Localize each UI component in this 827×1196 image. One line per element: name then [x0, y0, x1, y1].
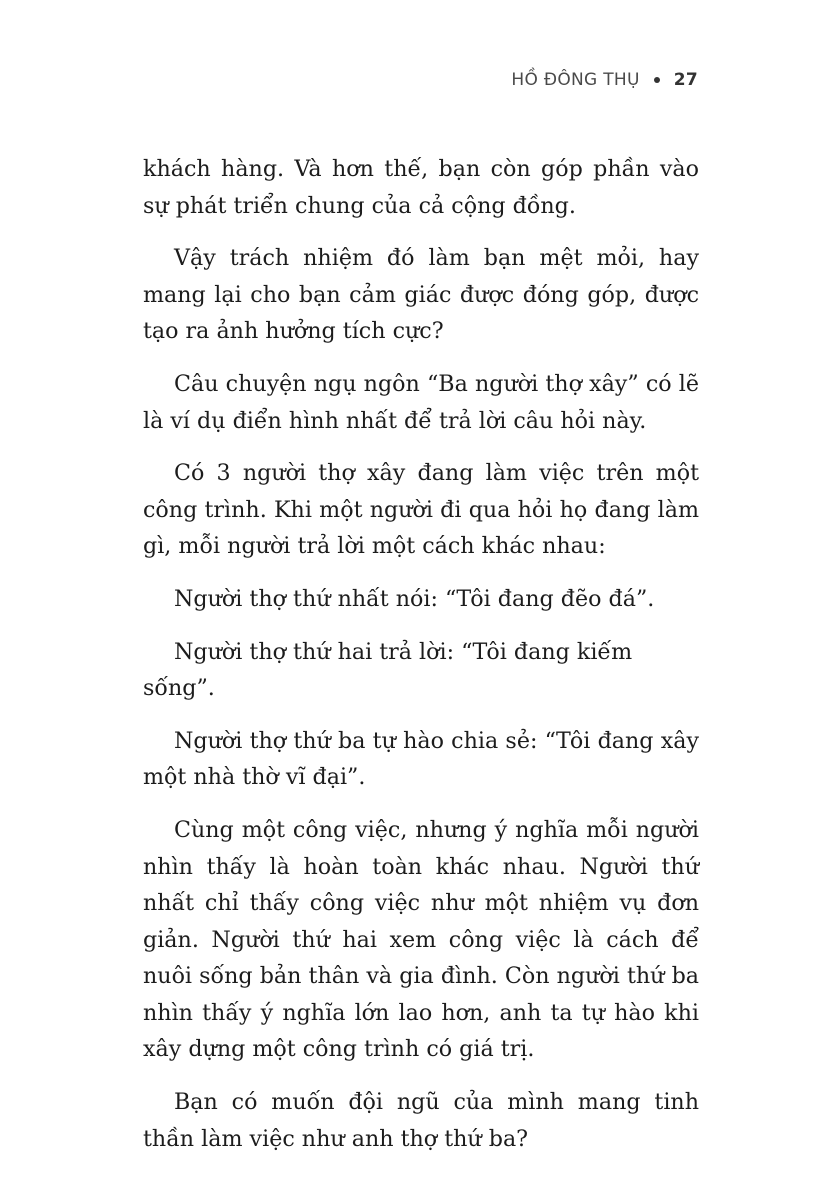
- paragraph: Người thợ thứ ba tự hào chia sẻ: “Tôi đang xây một nhà thờ vĩ đại”.: [143, 727, 699, 791]
- bullet-separator: [654, 77, 660, 83]
- paragraph: Câu chuyện ngụ ngôn “Ba người thợ xây” có lẽ là ví dụ điển hình nhất để trả lời câu hỏi này.: [143, 370, 699, 434]
- body-text: [143, 151, 699, 1173]
- paragraph: Người thợ thứ hai trả lời: “Tôi đang kiếm sống”.: [143, 638, 633, 702]
- paragraph: Cùng một công việc, nhưng ý nghĩa mỗi người nhìn thấy là hoàn toàn khác nhau. Người thứ nhất chỉ thấy công việc như một nhiệm vụ đơn giản. Người thứ hai xem công việc là cách để nuôi sống bản thân và gia đình. Còn người thứ ba nhìn thấy ý nghĩa lớn lao hơn, anh ta tự hào khi xây dựng một công trình có giá trị.: [143, 816, 699, 1063]
- author-name: HỒ ĐÔNG THỤ: [511, 70, 640, 90]
- page-number: 27: [673, 70, 698, 90]
- paragraph: Có 3 người thợ xây đang làm việc trên một công trình. Khi một người đi qua hỏi họ đang làm gì, mỗi người trả lời một cách khác nhau:: [143, 460, 699, 560]
- paragraph: khách hàng. Và hơn thế, bạn còn góp phần vào sự phát triển chung của cả cộng đồng.: [143, 156, 699, 219]
- paragraph: Người thợ thứ nhất nói: “Tôi đang đẽo đá”.: [174, 585, 655, 612]
- paragraph: Vậy trách nhiệm đó làm bạn mệt mỏi, hay mang lại cho bạn cảm giác được đóng góp, được tạo ra ảnh hưởng tích cực?: [143, 245, 699, 345]
- running-header: [511, 70, 698, 90]
- paragraph: Bạn có muốn đội ngũ của mình mang tinh thần làm việc như anh thợ thứ ba?: [143, 1089, 699, 1152]
